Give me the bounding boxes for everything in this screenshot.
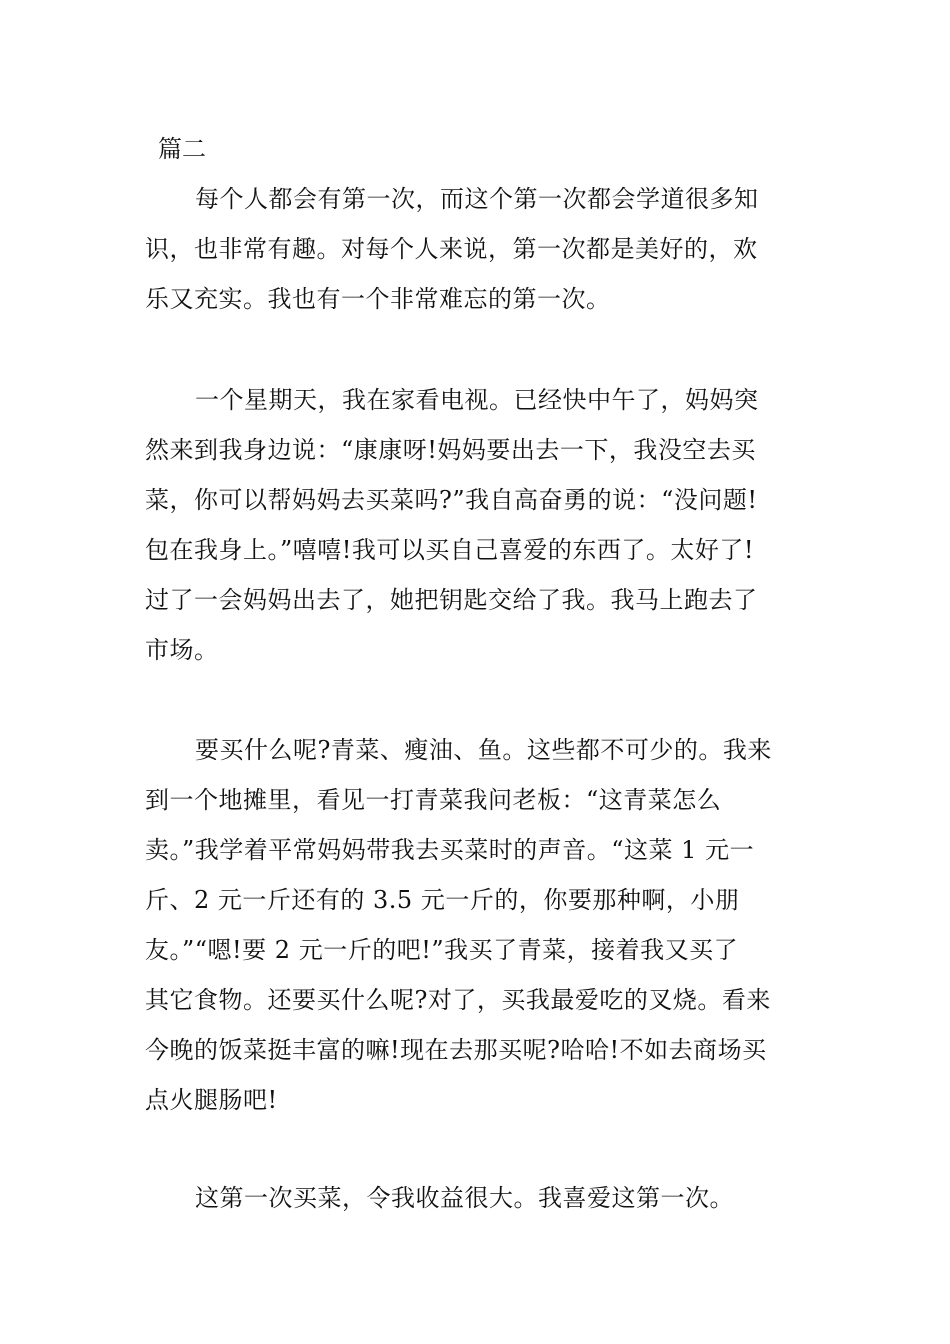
paragraph-3-line-5: 友。”“嗯!要 2 元一斤的吧!”我买了青菜，接着我又买了: [145, 936, 739, 964]
paragraph-1-line-1: 每个人都会有第一次，而这个第一次都会学道很多知: [195, 185, 759, 213]
paragraph-3-line-2: 到一个地摊里，看见一打青菜我问老板：“这青菜怎么: [145, 786, 722, 814]
paragraph-3-line-6: 其它食物。还要买什么呢?对了，买我最爱吃的叉烧。看来: [145, 986, 771, 1014]
paragraph-2-line-3: 菜，你可以帮妈妈去买菜吗?”我自高奋勇的说：“没问题!: [145, 486, 758, 514]
paragraph-1-line-2: 识，也非常有趣。对每个人来说，第一次都是美好的，欢: [145, 235, 758, 263]
paragraph-3-line-8: 点火腿肠吧!: [145, 1086, 278, 1114]
paragraph-2-line-5: 过了一会妈妈出去了，她把钥匙交给了我。我马上跑去了: [145, 586, 758, 614]
paragraph-3-line-3: 卖。”我学着平常妈妈带我去买菜时的声音。“这菜 1 元一: [145, 836, 755, 864]
paragraph-3-line-4: 斤、2 元一斤还有的 3.5 元一斤的，你要那种啊，小朋: [145, 886, 740, 914]
paragraph-2-line-1: 一个星期天，我在家看电视。已经快中午了，妈妈突: [195, 386, 759, 414]
section-heading: 篇二: [158, 135, 206, 163]
paragraph-2-line-2: 然来到我身边说：“康康呀!妈妈要出去一下，我没空去买: [145, 436, 756, 464]
paragraph-4-line-1: 这第一次买菜，令我收益很大。我喜爱这第一次。: [195, 1184, 734, 1212]
paragraph-1-line-3: 乐又充实。我也有一个非常难忘的第一次。: [145, 285, 611, 313]
paragraph-2-line-4: 包在我身上。”嘻嘻!我可以买自己喜爱的东西了。太好了!: [145, 536, 755, 564]
paragraph-3-line-1: 要买什么呢?青菜、瘦油、鱼。这些都不可少的。我来: [195, 736, 772, 764]
paragraph-2-line-6: 市场。: [145, 636, 219, 664]
paragraph-3-line-7: 今晚的饭菜挺丰富的嘛!现在去那买呢?哈哈!不如去商场买: [145, 1036, 767, 1064]
